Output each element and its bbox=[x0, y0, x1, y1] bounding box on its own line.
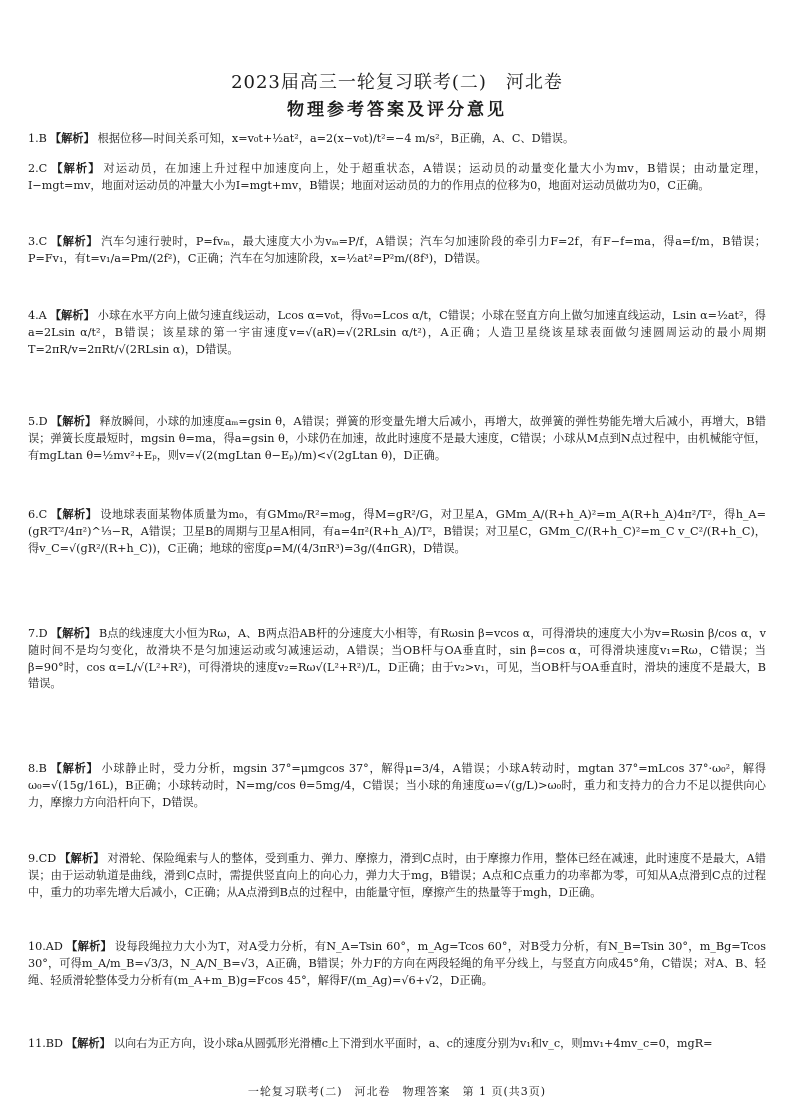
question-text: 以向右为正方向，设小球a从圆弧形光滑槽c上下滑到水平面时，a、c的速度分别为v₁和v_c，则mv₁+4mv_c=0，mgR= bbox=[113, 1037, 713, 1050]
question-text: 小球静止时，受力分析，mgsin 37°=μmgcos 37°，解得μ=3/4，A错误；小球A转动时，mgtan 37°=mLcos 37°·ω₀²，解得ω₀=√(15g/16L)，B正确；小球转动时，N=mg/cos θ=5mg/4，C错误；当小球的角速度ω=√(g/L)>ω₀时，重力和支持力的合力不足以提供向心力，摩擦力方向沿杆向下，D错误。 bbox=[28, 762, 766, 809]
question-text: 设每段绳拉力大小为T，对A受力分析，有N_A=Tsin 60°，m_Ag=Tcos 60°，对B受力分析，有N_B=Tsin 30°，m_Bg=Tcos 30°，可得m_A/m_B=√3/3，N_A/N_B=√3，A正确，B错误；外力F的方向在两段轻绳的角平分线上，与竖直方向成45°角，C错误；对A、B、轻绳、轻质滑轮整体受力分析有(m_A+m_B)g=Fcos 45°，解得F/(m_Ag)=√6+√2，D正确。 bbox=[28, 940, 766, 987]
question-number: 7.D bbox=[28, 627, 48, 640]
exam-title: 2023届高三一轮复习联考(二) 河北卷 bbox=[231, 72, 563, 93]
question-4 bbox=[28, 307, 766, 358]
page-footer: 一轮复习联考(二) 河北卷 物理答案 第 1 页(共3页) bbox=[247, 1085, 547, 1098]
question-1 bbox=[28, 130, 766, 148]
question-8 bbox=[28, 760, 766, 811]
analysis-tag: 【解析】 bbox=[65, 1036, 111, 1050]
question-number: 6.C bbox=[28, 508, 48, 521]
question-number: 4.A bbox=[28, 309, 47, 322]
question-text: 释放瞬间，小球的加速度aₘ=gsin θ，A错误；弹簧的形变量先增大后减小，再增大，故弹簧的弹性势能先增大后减小，再增大，B错误；弹簧长度最短时，mgsin θ=ma，得a=gsin θ，小球仍在加速，故此时速度不是最大速度，C错误；小球从M点到N点过程中，由机械能守恒，有mgLtan θ=½mv²+Eₚ，则v=√(2(mgLtan θ−Eₚ)/m)<√(2gLtan θ)，D正确。 bbox=[28, 415, 766, 462]
analysis-tag: 【解析】 bbox=[50, 414, 97, 428]
question-number: 3.C bbox=[28, 235, 48, 248]
question-number: 11.BD bbox=[28, 1037, 63, 1050]
question-text: 设地球表面某物体质量为m₀，有GMm₀/R²=m₀g，得M=gR²/G，对卫星A，GMm_A/(R+h_A)²=m_A(R+h_A)4π²/T²，得h_A=(gR²T²/4π²)^⅓−R，A错误；卫星B的周期与卫星A相同，有a=4π²(R+h_A)/T²，B错误；对卫星C，GMm_C/(R+h_C)²=m_C v_C²/(R+h_C)，得v_C=√(gR²/(R+h_C))，C正确；地球的密度ρ=M/(4/3πR³)=3g/(4πGR)，D错误。 bbox=[28, 508, 766, 555]
analysis-tag: 【解析】 bbox=[49, 308, 95, 322]
question-number: 9.CD bbox=[28, 852, 57, 865]
question-text: B点的线速度大小恒为Rω，A、B两点沿AB杆的分速度大小相等，有Rωsin β=vcos α，可得滑块的速度大小为v=Rωsin β/cos α，v随时间不是均匀变化，故滑块不是匀加速运动或匀减速运动，A错误；当OB杆与OA垂直时，sin β=cos α，可得滑块速度v₁=Rω，C错误；当β=90°时，cos α=L/√(L²+R²)，可得滑块的速度v₂=Rω√(L²+R²)/L，D正确；由于v₂>v₁，可见，当OB杆与OA垂直时，滑块的速度不是最大，B错误。 bbox=[28, 627, 766, 691]
analysis-tag: 【解析】 bbox=[50, 626, 96, 640]
question-5 bbox=[28, 413, 766, 464]
analysis-tag: 【解析】 bbox=[49, 761, 99, 775]
analysis-tag: 【解析】 bbox=[50, 161, 101, 175]
question-10 bbox=[28, 938, 766, 989]
question-number: 1.B bbox=[28, 132, 47, 145]
question-number: 8.B bbox=[28, 762, 47, 775]
question-9 bbox=[28, 850, 766, 901]
question-text: 根据位移—时间关系可知，x=v₀t+½at²，a=2(x−v₀t)/t²=−4 m/s²，B正确，A、C、D错误。 bbox=[97, 132, 575, 145]
question-number: 10.AD bbox=[28, 940, 63, 953]
question-text: 小球在水平方向上做匀速直线运动，Lcos α=v₀t，得v₀=Lcos α/t，C错误；小球在竖直方向上做匀加速直线运动，Lsin α=½at²，得a=2Lsin α/t²，B错误；该星球的第一宇宙速度v=√(aR)=√(2RLsin α/t²)，A正确；人造卫星绕该星球表面做匀速圆周运动的最小周期T=2πR/v=2πRt/√(2RLsin α)，D错误。 bbox=[28, 309, 766, 356]
question-text: 汽车匀速行驶时，P=fvₘ，最大速度大小为vₘ=P/f，A错误；汽车匀加速阶段的牵引力F=2f，有F−f=ma，得a=f/m，B错误；P=Fv₁，有t=v₁/a=Pm/(2f²)，C正确；汽车在匀加速阶段，x=½at²=P²m/(8f³)，D错误。 bbox=[28, 235, 766, 265]
answer-key-subtitle: 物理参考答案及评分意见 bbox=[287, 100, 507, 120]
question-6 bbox=[28, 506, 766, 557]
question-number: 5.D bbox=[28, 415, 48, 428]
analysis-tag: 【解析】 bbox=[50, 234, 99, 248]
analysis-tag: 【解析】 bbox=[50, 507, 98, 521]
question-text: 对运动员，在加速上升过程中加速度向上，处于超重状态，A错误；运动员的动量变化量大小为mv，B错误；由动量定理，I−mgt=mv，地面对运动员的冲量大小为I=mgt+mv，B错误；地面对运动员的力的作用点的位移为0，地面对运动员做功为0，C正确。 bbox=[28, 162, 766, 192]
analysis-tag: 【解析】 bbox=[49, 131, 95, 145]
question-text: 对滑轮、保险绳索与人的整体，受到重力、弹力、摩擦力，滑到C点时，由于摩擦力作用，整体已经在减速，此时速度不是最大，A错误；由于运动轨道是曲线，滑到C点时，需提供竖直向上的向心力，弹力大于mg，B错误；A点和C点重力的功率都为零，可知从A点滑到C点的过程中，重力的功率先增大后减小，C正确；从A点滑到B点的过程中，由能量守恒，摩擦产生的热量等于mgh，D正确。 bbox=[28, 852, 766, 899]
question-3 bbox=[28, 233, 766, 268]
question-number: 2.C bbox=[28, 162, 48, 175]
question-2 bbox=[28, 160, 766, 195]
question-7 bbox=[28, 625, 766, 693]
analysis-tag: 【解析】 bbox=[65, 939, 113, 953]
question-11 bbox=[28, 1035, 766, 1053]
analysis-tag: 【解析】 bbox=[59, 851, 105, 865]
